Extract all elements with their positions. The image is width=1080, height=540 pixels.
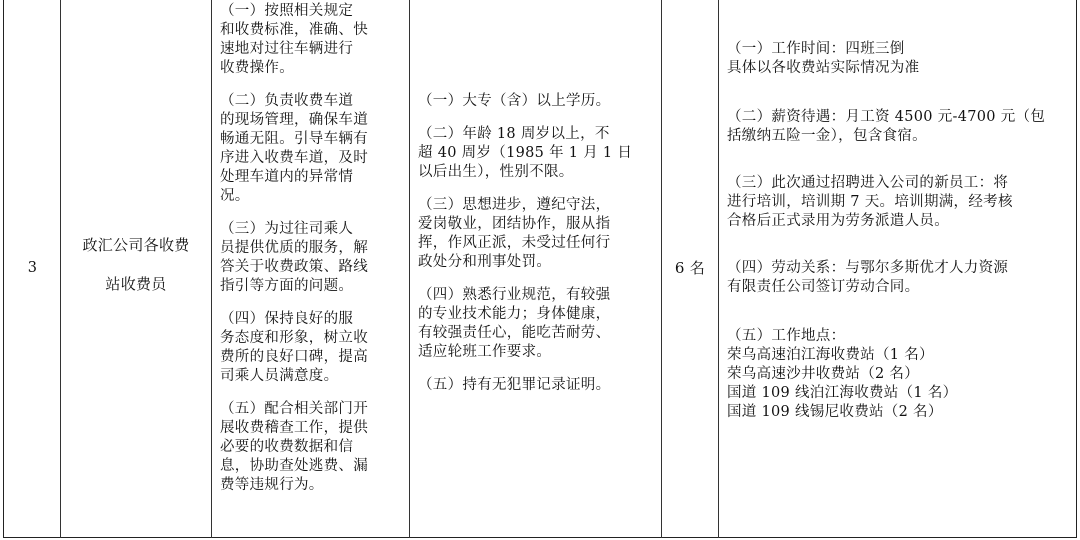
row-index: 3	[27, 260, 38, 276]
note-item: （四）劳动关系：与鄂尔多斯优才人力资源 有限责任公司签订劳动合同。	[727, 260, 1009, 295]
note-item: （三）此次通过招聘进入公司的新员工：将 进行培训，培训期 7 天。培训期满，经考核 合格后正式录用为劳务派遣人员。	[727, 175, 1013, 229]
duty-item: （四）保持良好的服 务态度和形象，树立收 费所的良好口碑，提高 司乘人员满意度。	[220, 311, 368, 384]
requirement-item: （五）持有无犯罪记录证明。	[418, 377, 611, 393]
requirement-item: （四）熟悉行业规范，有较强 的专业技术能力；身体健康， 有较强责任心，能吃苦耐劳、 适应轮班工作要求。	[418, 287, 611, 360]
duty-item: （三）为过往司乘人 员提供优质的服务，解 答关于收费政策、路线 指引等方面的问题。	[220, 221, 368, 294]
note-item: （一）工作时间：四班三倒 具体以各收费站实际情况为准	[727, 41, 920, 76]
position-name: 站收费员	[105, 275, 167, 293]
notes-cell	[727, 40, 1075, 422]
duty-item: （五）配合相关部门开 展收费稽查工作，提供 必要的收费数据和信 息，协助查处逃费、漏 费等违规行为。	[220, 401, 368, 493]
column-divider	[718, 0, 719, 538]
duty-item: （一）按照相关规定 和收费标准，准确、快 速地对过往车辆进行 收费操作。	[220, 3, 368, 76]
column-divider	[211, 0, 212, 538]
note-item: （五）工作地点： 荣乌高速泊江海收费站（1 名） 荣乌高速沙井收费站（2 名） 国道 109 线泊江海收费站（1 名） 国道 109 线锡尼收费站（2 名）	[727, 328, 958, 420]
requirements-cell	[418, 92, 660, 409]
requirement-item: （三）思想进步，遵纪守法， 爱岗敬业，团结协作，服从指 挥，作风正派，未受过任何行 政处分和刑事处罚。	[418, 197, 611, 270]
column-divider	[60, 0, 61, 538]
requirement-item: （二）年龄 18 周岁以上，不 超 40 周岁（1985 年 1 月 1 日 以后出生），性别不限。	[418, 126, 633, 180]
duties-cell	[220, 2, 408, 509]
department-name: 政汇公司各收费	[82, 236, 190, 254]
requirement-item: （一）大专（含）以上学历。	[418, 93, 611, 109]
job-title-cell	[62, 236, 210, 294]
column-divider	[409, 0, 410, 538]
hiring-count: 6 名	[674, 259, 706, 277]
duty-item: （二）负责收费车道 的现场管理，确保车道 畅通无阻。引导车辆有 序进入收费车道，及时 处理车道内的异常情 况。	[220, 93, 368, 204]
note-item: （二）薪资待遇：月工资 4500 元-4700 元（包 括缴纳五险一金），包含食宿。	[727, 109, 1046, 144]
